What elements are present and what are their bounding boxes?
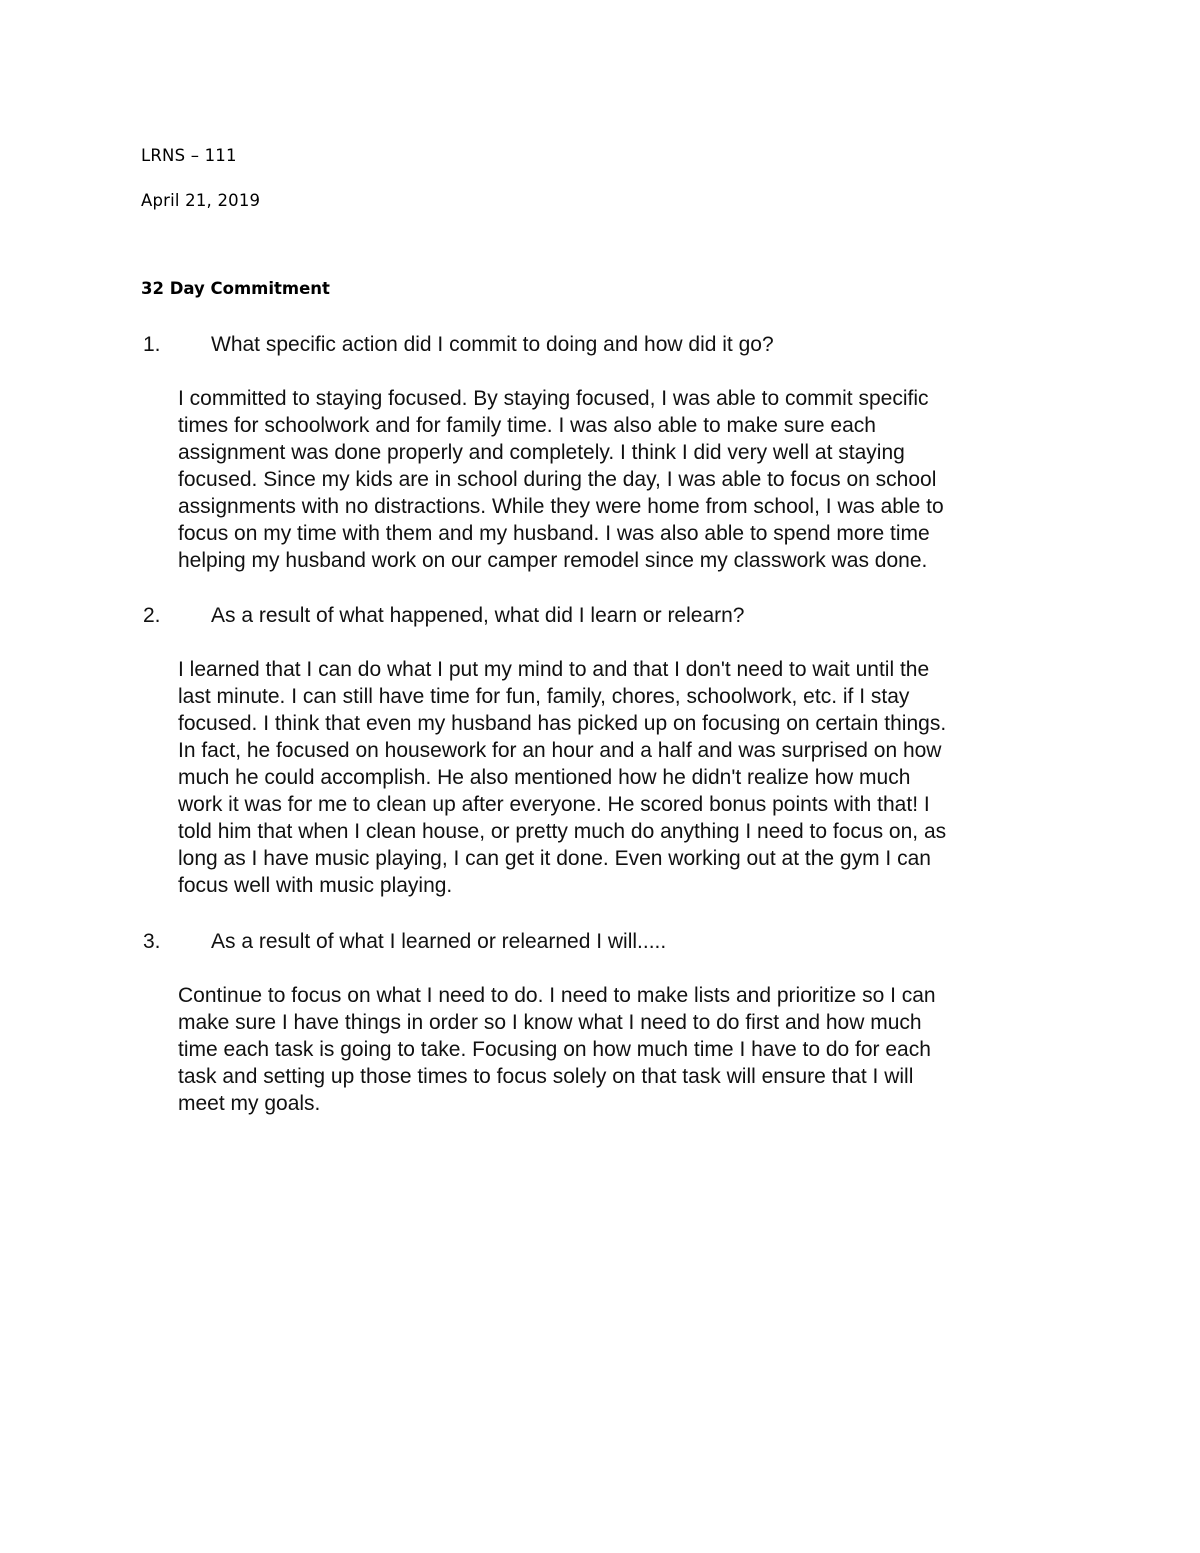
document-title: 32 Day Commitment (141, 279, 330, 298)
answer-line: assignment was done properly and completely. I think I did very well at staying (178, 441, 905, 464)
answer-line: long as I have music playing, I can get it done. Even working out at the gym I can (178, 847, 931, 870)
course-code: LRNS – 111 (141, 146, 237, 165)
question-text: What specific action did I commit to doing and how did it go? (211, 333, 774, 356)
answer-line: time each task is going to take. Focusing on how much time I have to do for each (178, 1038, 931, 1061)
answer-line: I committed to staying focused. By staying focused, I was able to commit specific (178, 387, 929, 410)
answer-line: assignments with no distractions. While they were home from school, I was able to (178, 495, 944, 518)
answer-2 (178, 656, 1078, 899)
answer-line: task and setting up those times to focus solely on that task will ensure that I will (178, 1065, 914, 1088)
question-number: 1. (143, 333, 161, 356)
answer-line: Continue to focus on what I need to do. I need to make lists and prioritize so I can (178, 984, 936, 1007)
question-number: 2. (143, 604, 161, 627)
answer-line: focus on my time with them and my husband. I was also able to spend more time (178, 522, 930, 545)
answer-line: helping my husband work on our camper remodel since my classwork was done. (178, 549, 928, 572)
document-date: April 21, 2019 (141, 191, 261, 210)
answer-1 (178, 385, 1078, 574)
answer-line: In fact, he focused on housework for an hour and a half and was surprised on how (178, 739, 942, 762)
question-text: As a result of what I learned or relearned I will..... (211, 930, 667, 953)
answer-line: meet my goals. (178, 1092, 321, 1115)
answer-line: times for schoolwork and for family time. I was also able to make sure each (178, 414, 876, 437)
answer-line: I learned that I can do what I put my mind to and that I don't need to wait until the (178, 658, 930, 681)
question-number: 3. (143, 930, 161, 953)
question-text: As a result of what happened, what did I learn or relearn? (211, 604, 745, 627)
answer-line: focused. I think that even my husband has picked up on focusing on certain things. (178, 712, 947, 735)
answer-line: focused. Since my kids are in school during the day, I was able to focus on school (178, 468, 937, 491)
answer-line: focus well with music playing. (178, 874, 453, 897)
answer-line: work it was for me to clean up after everyone. He scored bonus points with that! I (178, 793, 930, 816)
answer-3 (178, 982, 1078, 1117)
answer-line: told him that when I clean house, or pretty much do anything I need to focus on, as (178, 820, 947, 843)
answer-line: last minute. I can still have time for fun, family, chores, schoolwork, etc. if I stay (178, 685, 910, 708)
answer-line: make sure I have things in order so I know what I need to do first and how much (178, 1011, 922, 1034)
answer-line: much he could accomplish. He also mentioned how he didn't realize how much (178, 766, 911, 789)
